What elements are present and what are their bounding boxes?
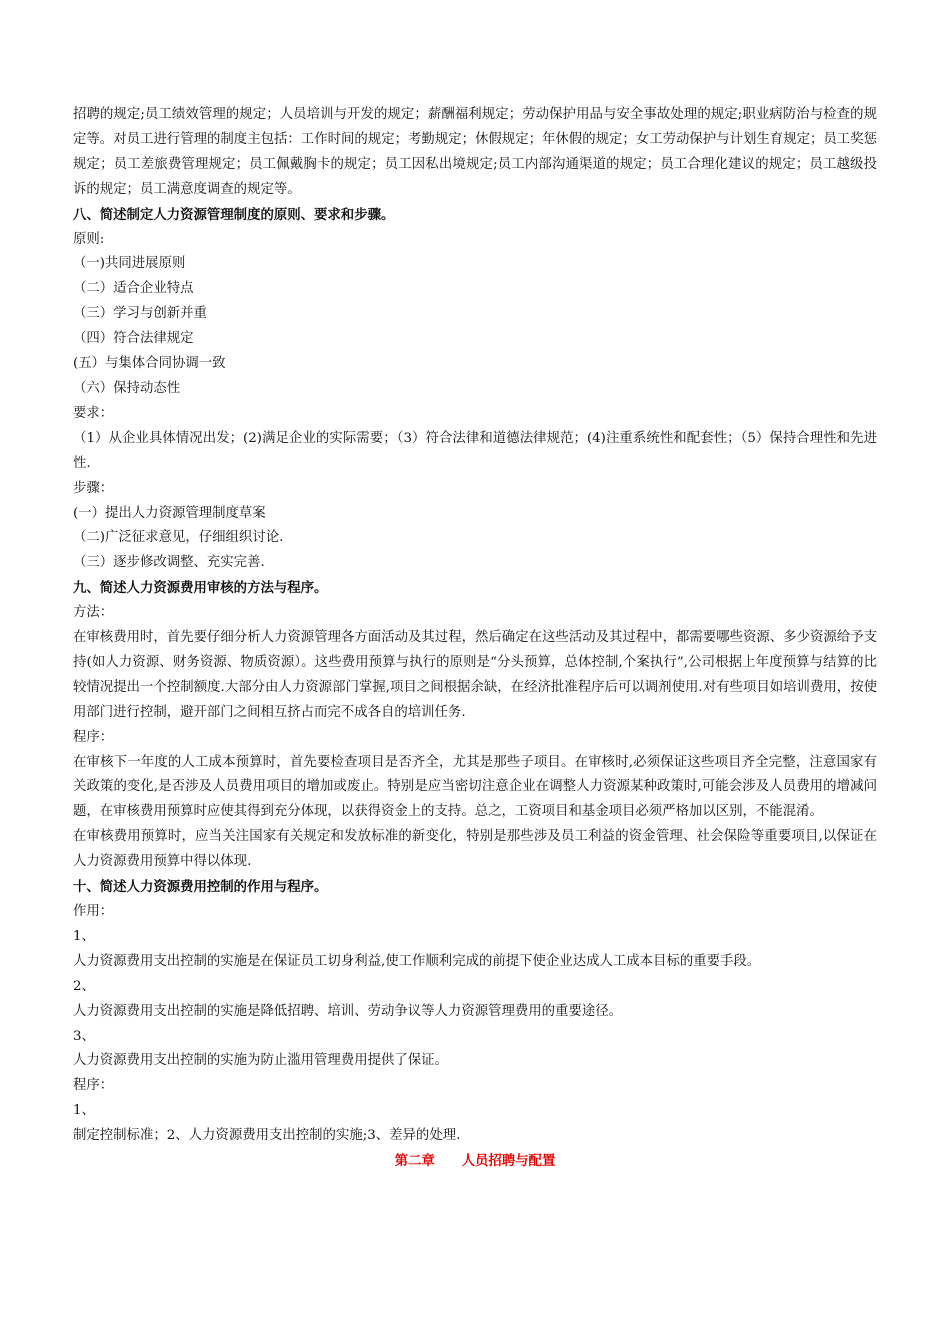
requirements-label: 要求： (73, 405, 114, 421)
section-8-heading: 八、简述制定人力资源管理制度的原则、要求和步骤。 (73, 206, 395, 223)
principle-item: （一)共同进展原则 (73, 256, 186, 272)
principle-item: (五）与集体合同协调一致 (73, 356, 226, 372)
step-item: （二)广泛征求意见，仔细组织讨论. (73, 530, 284, 546)
step-item: (一）提出人力资源管理制度草案 (73, 505, 266, 521)
method-text: 在审核费用时，首先要仔细分析人力资源管理各方面活动及其过程，然后确定在这些活动及其过程中，都需要哪些资源、多少资源给予支持(如人力资源、财务资源、物质资源）。这些费用预算与执行的原则是“分头预算，总体控制,个案执行”,公司根据上年度预算与结算的比较情况提出一个控制额度.大部分由人力资源部门掌握,项目之间根据余缺，在经济批准程序后可以调剂使用.对有些项目如培训费用，按使用部门进行控制，避开部门之间相互挤占而完不成各自的培训任务. (73, 630, 877, 720)
procedure-text: 在审核费用预算时，应当关注国家有关规定和发放标准的新变化，特别是那些涉及员工利益的资金管理、社会保险等重要项目,以保证在人力资源费用预算中得以体现. (73, 829, 877, 870)
procedure-number: 1、 (73, 1103, 95, 1119)
effect-number: 1、 (73, 928, 95, 944)
procedure-label: 程序： (73, 729, 114, 745)
procedure-label: 程序： (73, 1078, 114, 1094)
steps-label: 步骤： (73, 480, 114, 496)
document-body (73, 103, 877, 1174)
section-10-heading: 十、简述人力资源费用控制的作用与程序。 (73, 879, 328, 896)
principle-item: （二）适合企业特点 (73, 281, 194, 297)
principle-item: （三）学习与创新并重 (73, 306, 207, 322)
effect-number: 3、 (73, 1028, 95, 1044)
effect-text: 人力资源费用支出控制的实施为防止滥用管理费用提供了保证。 (73, 1053, 448, 1069)
method-label: 方法： (73, 605, 114, 621)
step-item: （三）逐步修改调整、充实完善. (73, 555, 265, 571)
chapter-title: 第二章 人员招聘与配置 (394, 1153, 556, 1170)
requirements-text: （1）从企业具体情况出发；(2)满足企业的实际需要；（3）符合法律和道德法律规范；(4)注重系统性和配套性；（5）保持合理性和先进性. (73, 430, 877, 471)
procedure-text: 在审核下一年度的人工成本预算时，首先要检查项目是否齐全，尤其是那些子项目。在审核时,必须保证这些项目齐全完整，注意国家有关政策的变化,是否涉及人员费用项目的增加或废止。特别是应当密切注意企业在调整人力资源某种政策时,可能会涉及人员费用的增减问题，在审核费用预算时应使其得到充分体现，以获得资金上的支持。总之，工资项目和基金项目必须严格加以区别，不能混淆。 (73, 754, 877, 820)
principle-item: （六）保持动态性 (73, 380, 181, 396)
procedure-text: 制定控制标准；2、人力资源费用支出控制的实施;3、差异的处理. (73, 1128, 461, 1144)
principles-label: 原则: (73, 231, 105, 247)
effect-text: 人力资源费用支出控制的实施是在保证员工切身利益,使工作顺利完成的前提下使企业达成人工成本目标的重要手段。 (73, 953, 761, 969)
principle-item: （四）符合法律规定 (73, 331, 194, 347)
effect-label: 作用： (73, 904, 114, 919)
effect-number: 2、 (73, 978, 95, 994)
intro-paragraph: 招聘的规定;员工绩效管理的规定；人员培训与开发的规定；薪酬福利规定；劳动保护用品与安全事故处理的规定;职业病防治与检查的规定等。对员工进行管理的制度主包括：工作时间的规定；考勤规定；休假规定；年休假的规定；女工劳动保护与计划生育规定；员工奖惩规定；员工差旅费管理规定；员工佩戴胸卡的规定；员工因私出境规定;员工内部沟通渠道的规定；员工合理化建议的规定；员工越级投诉的规定；员工满意度调查的规定等。 (73, 107, 877, 197)
effect-text: 人力资源费用支出控制的实施是降低招聘、培训、劳动争议等人力资源管理费用的重要途径。 (73, 1003, 623, 1019)
section-9-heading: 九、简述人力资源费用审核的方法与程序。 (73, 580, 328, 597)
